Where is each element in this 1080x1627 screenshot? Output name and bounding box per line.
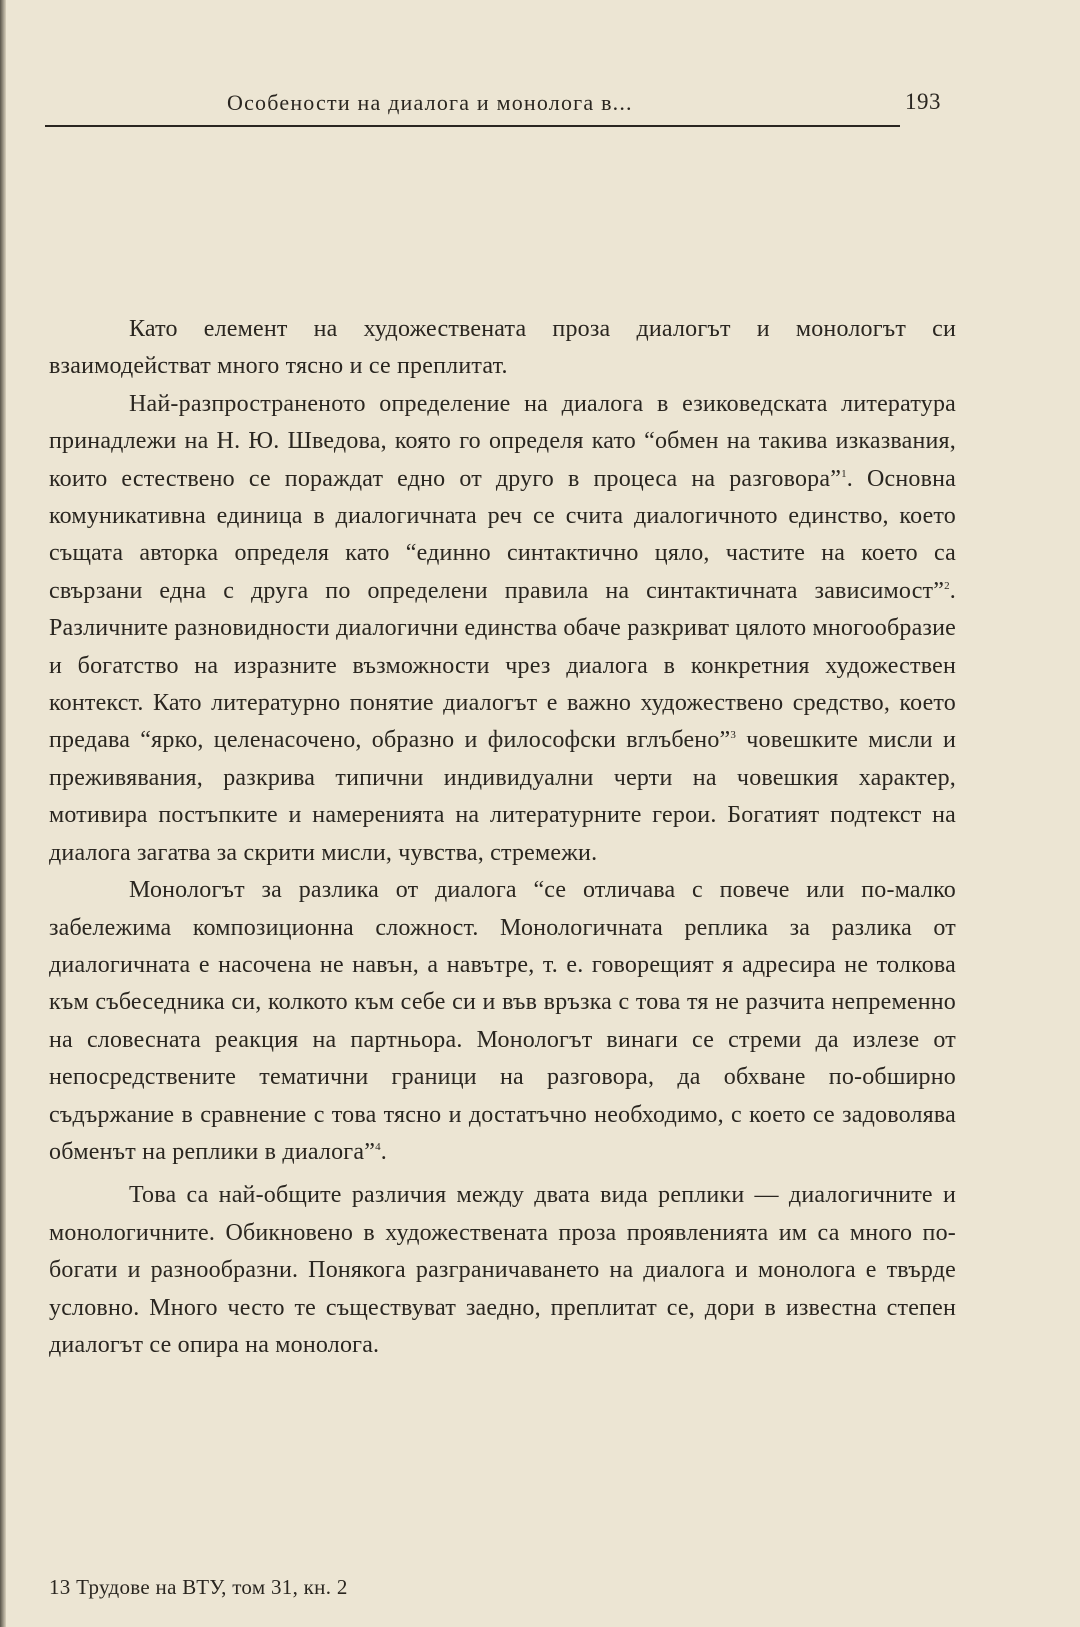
footer-signature: 13 Трудове на ВТУ, том 31, кн. 2 bbox=[49, 1575, 348, 1599]
paragraph-4: Това са най-общите различия между двата вида реплики — диалогичните и монологичните. Обикновено в художествената проза проявленията им са много по-богати и разнообразни. Понякога разграничаването на диалога и монолога е твърде условно. Много често те съществуват заедно, преплитат се, дори в известна степен диалогът се опира на монолога. bbox=[49, 1182, 956, 1358]
paragraph-1: Като елемент на художествената проза диалогът и монологът си взаимодействат много тясно и се преплитат. bbox=[49, 316, 956, 380]
page-number: 193 bbox=[905, 89, 941, 114]
body-text bbox=[49, 311, 956, 1364]
footnote-ref-2: 2 bbox=[944, 579, 950, 592]
paragraph-2-text-d: човешките мисли и преживявания, разкрива типични индивидуални черти на човешкия характер, мотивира постъпките и намеренията на литературните герои. Богатият подтекст на диалога загатва за скрити мисли, чувства, стремежи. bbox=[49, 727, 956, 866]
paragraph-2-text-c: . Различните разновидности диалогични единства обаче разкриват цялото многообразие и богатство на изразните възможности чрез диалога в конкретния художествен контекст. Като литературно понятие диалогът е важно художествено средство, което предава “ярко, целенасочено, образно и философски вглъбено” bbox=[49, 577, 956, 754]
footnote-ref-1: 1 bbox=[841, 467, 847, 480]
header-rule bbox=[45, 125, 900, 127]
running-title: Особености на диалога и монолога в... bbox=[227, 90, 633, 115]
running-head bbox=[45, 90, 950, 130]
paragraph-3-text-b: . bbox=[380, 1138, 387, 1165]
footnote-ref-3: 3 bbox=[730, 729, 737, 742]
paragraph-2-text-b: . Основна комуникативна единица в диалогичната реч се счита диалогичното единство, което същата авторка определя като “единно синтактично цяло, частите на което са свързани една с друга по определени правила на синтактичната зависимост” bbox=[49, 465, 956, 604]
page-binding-edge bbox=[0, 0, 6, 1627]
footnote-ref-4: 4 bbox=[375, 1140, 381, 1153]
paragraph-2 bbox=[49, 386, 956, 872]
paragraph-3-text-a: Монологът за разлика от диалога “се отличава с повече или по-малко забележима композиционна сложност. Монологичната реплика за разлика от диалогичната е насочена не навън, а навътре, т. е. говорещият я адресира не толкова към събеседника си, колкото към себе си и във връзка с това тя не разчита непременно на словесната реакция на партньора. Монологът винаги се стреми да излезе от непосредствените тематични граници на разговора, да обхване по-обширно съдържание в сравнение с това тясно и достатъчно необходимо, с което се задоволява обменът на реплики в диалога” bbox=[49, 877, 956, 1165]
paragraph-2-text-a: Най-разпространеното определение на диалога в езиковедската литература принадлежи на Н. Ю. Шведова, която го определя като “обмен на такива изказвания, които естествено се пораждат едно от друго в процеса на разговора” bbox=[49, 390, 956, 492]
paragraph-3 bbox=[49, 872, 956, 1171]
